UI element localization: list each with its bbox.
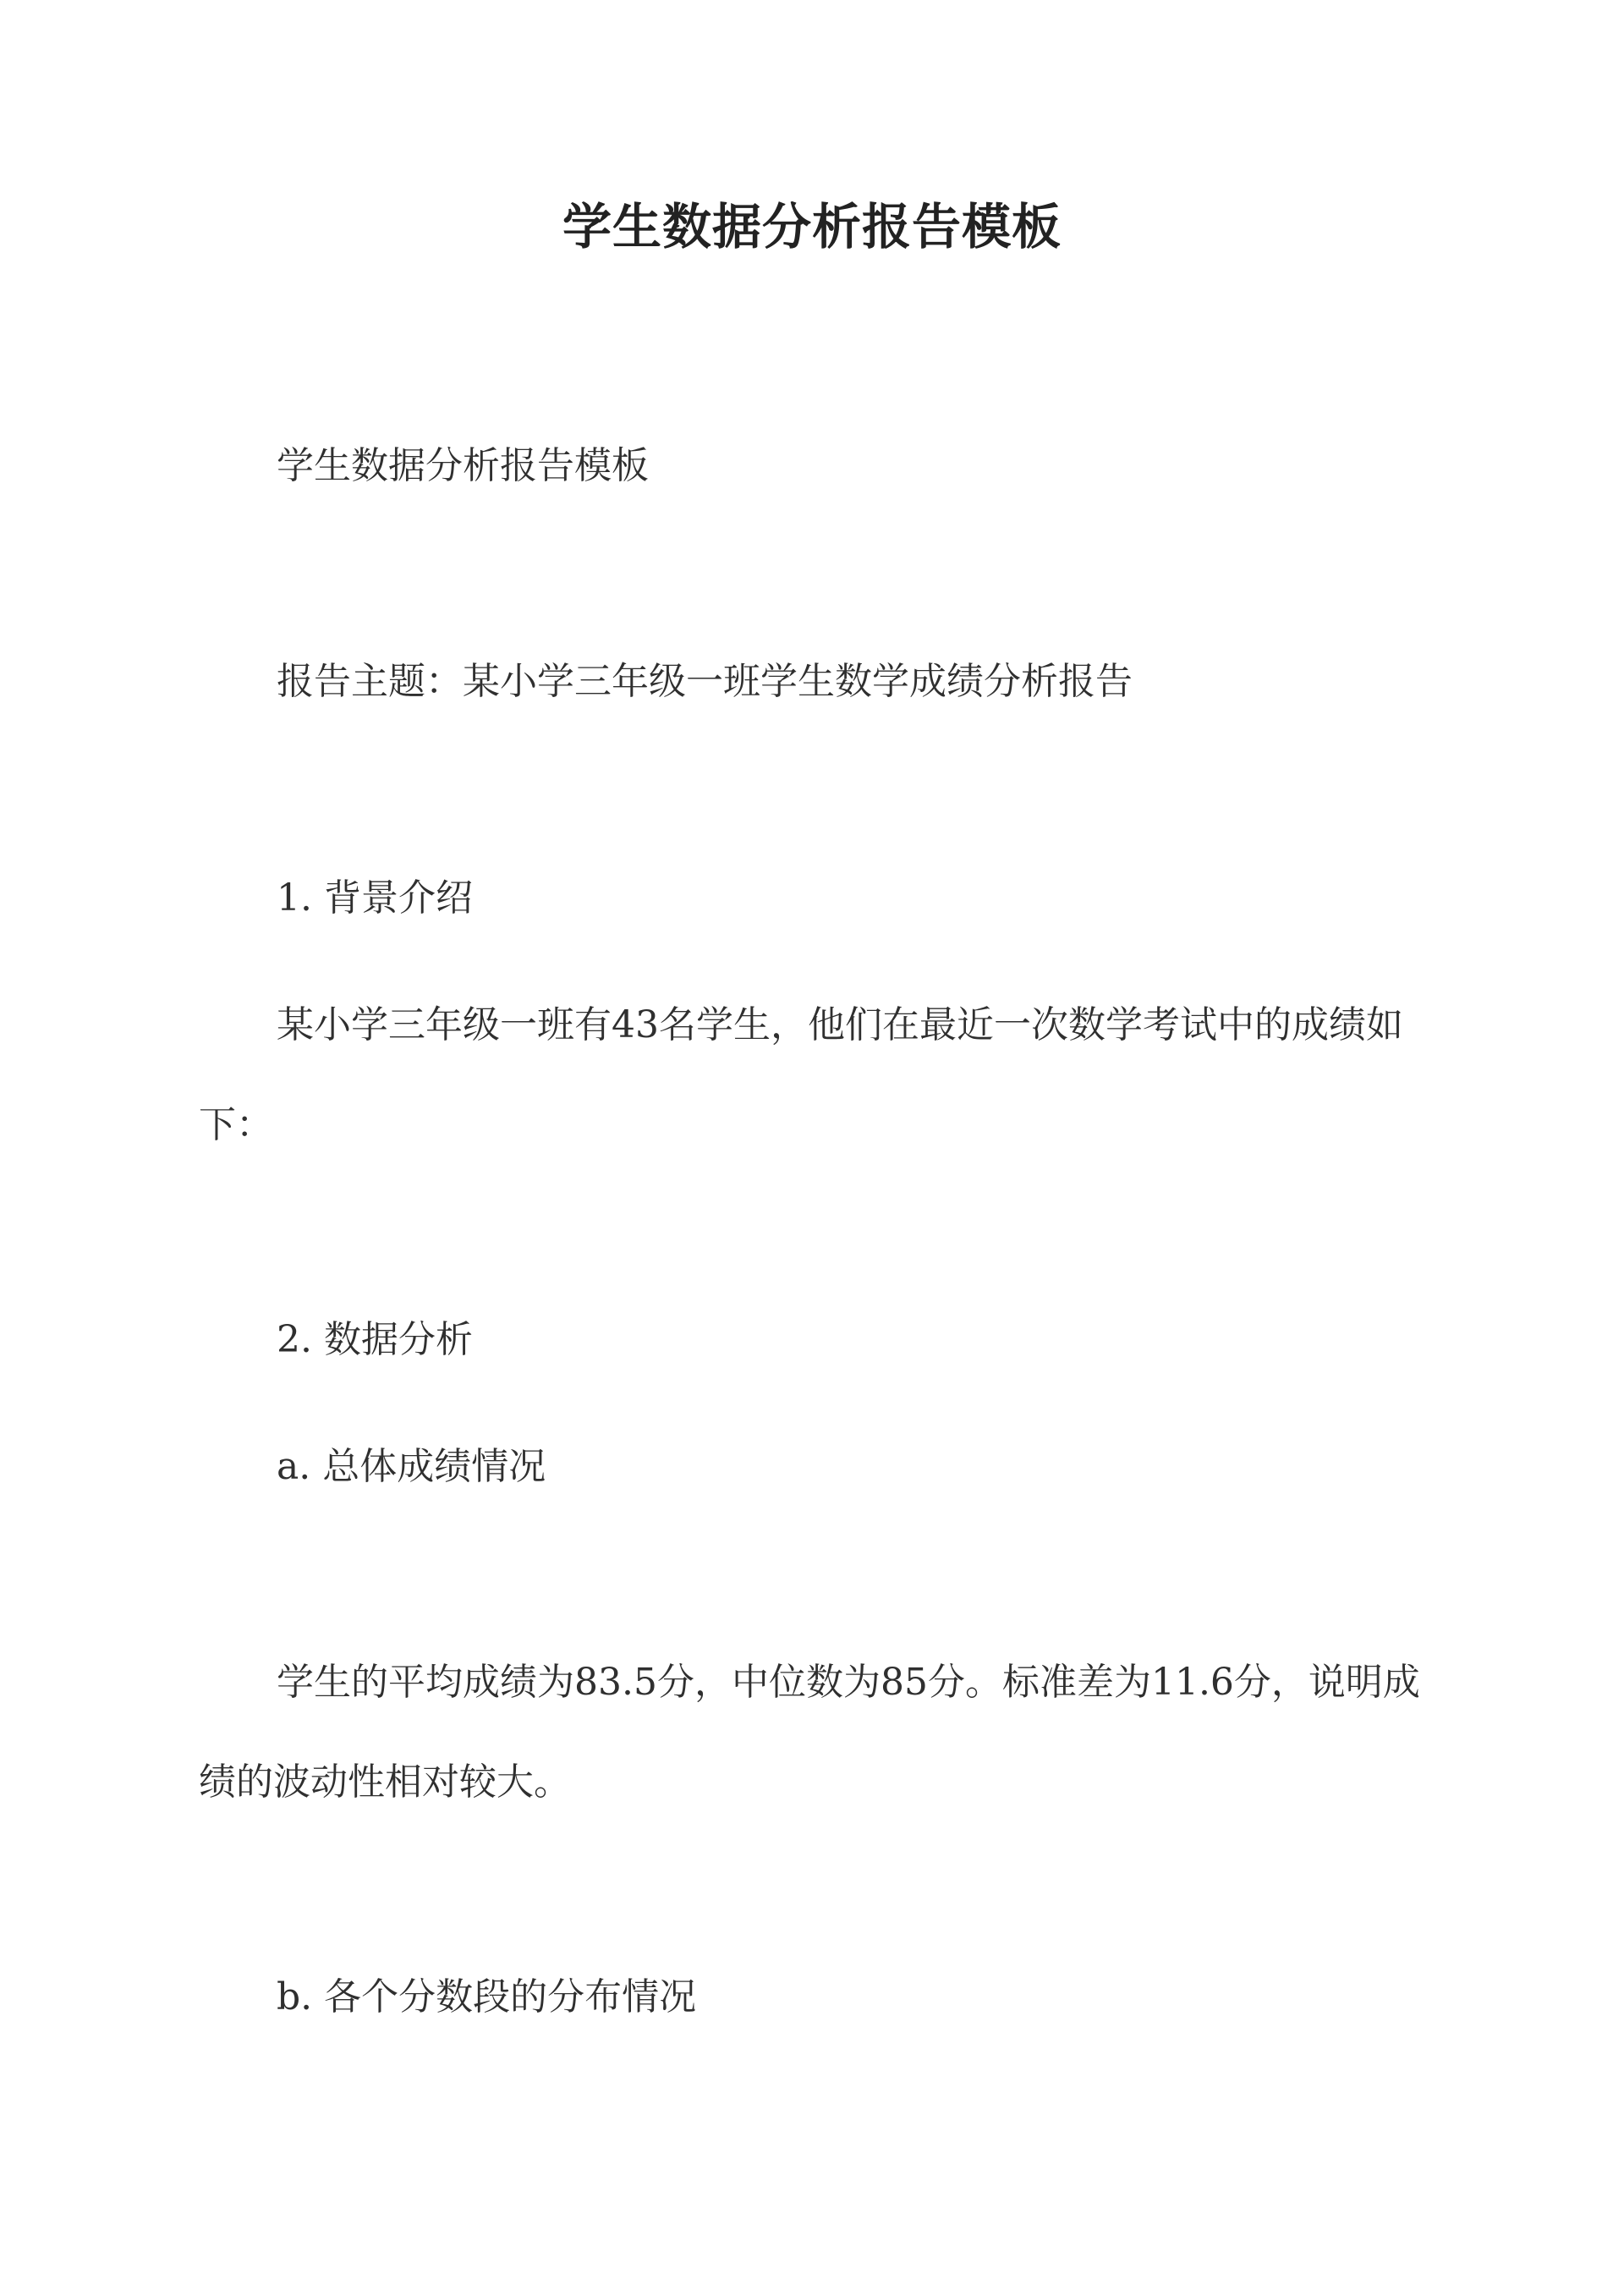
section-2b-heading: b. 各个分数段的分布情况 xyxy=(277,1975,697,2019)
document-title: 学生数据分析报告模板 xyxy=(562,198,1062,255)
section-2-heading: 2. 数据分析 xyxy=(277,1318,473,1361)
section-1-heading: 1. 背景介绍 xyxy=(277,876,473,920)
section-2a-body: 学生的平均成绩为83.5分，中位数为85分。标准差为11.6分，说明成绩的波动性相对较大。 xyxy=(199,1661,1420,1804)
report-topic-paragraph: 报告主题：某小学三年级一班学生数学成绩分析报告 xyxy=(277,660,1133,703)
section-1-body: 某小学三年级一班有43名学生，他们在最近一次数学考试中的成绩如下： xyxy=(199,1003,1403,1146)
section-2a-heading: a. 总体成绩情况 xyxy=(277,1445,546,1488)
subtitle-paragraph: 学生数据分析报告模板 xyxy=(277,444,649,487)
